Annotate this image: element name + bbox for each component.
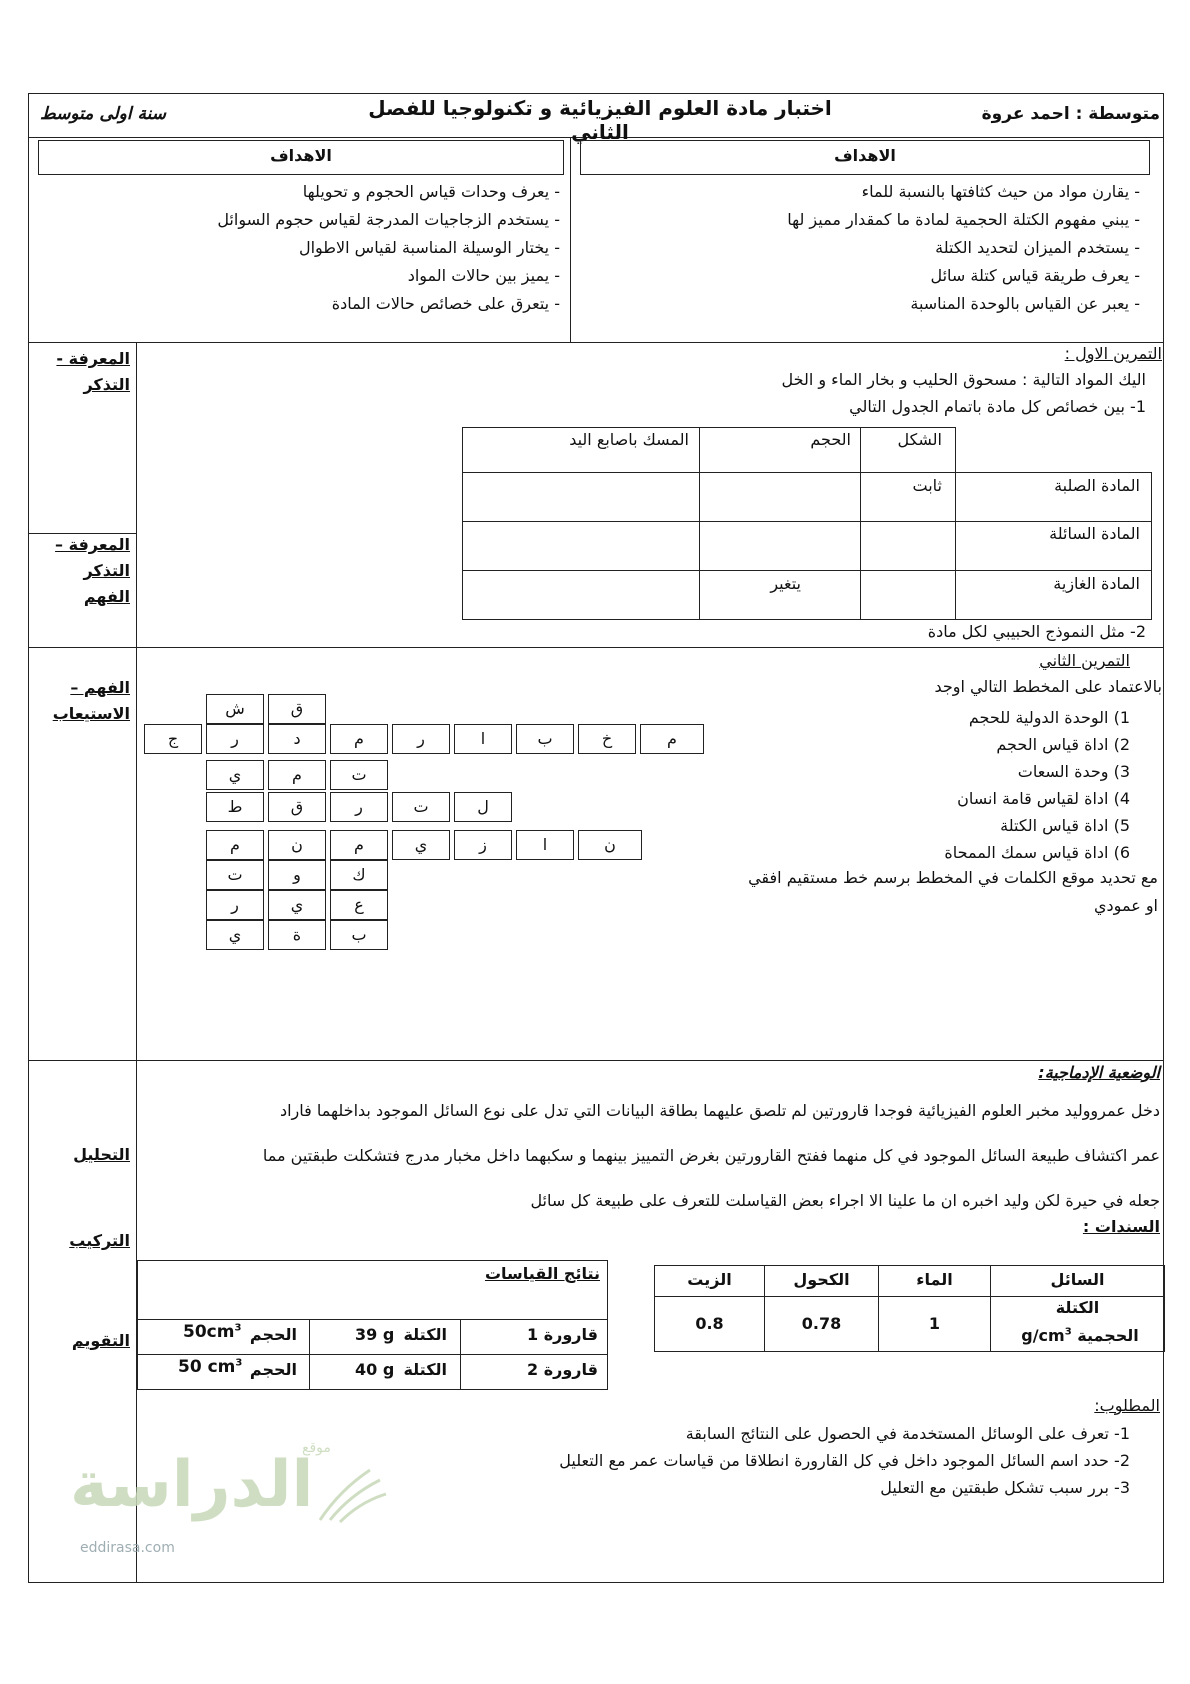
objective-item: - يبني مفهوم الكتلة الحجمية لمادة ما كمقدار مميز لها [787,210,1140,229]
crossword-cell: ت [330,760,388,790]
exercise2-intro: بالاعتماد على المخطط التالي اوجد [934,677,1162,696]
props-header-touch-text: المسك باصابع اليد [569,430,689,449]
watermark-site: eddirasa.com [80,1540,175,1556]
side-label-evaluation: التقويم [71,1331,130,1350]
crossword-cell: م [206,830,264,860]
crossword-cell: د [268,724,326,754]
crossword-cell: ش [206,694,264,724]
exercise2-item: 6) اداة قياس سمك الممحاة [944,843,1130,862]
crossword-cell: ب [516,724,574,754]
density-header-alcohol-text: الكحول [793,1270,850,1289]
objectives-mid-divider [570,137,571,342]
book-leaf-icon [310,1460,390,1530]
crossword-cell: و [268,860,326,890]
ex2-bottom-divider [28,1060,1164,1061]
frame-right [1163,93,1164,1583]
row-label-liquid: المادة السائلة [1049,524,1140,543]
props-row-gas-touch [462,570,700,620]
crossword-cell: م [330,830,388,860]
watermark-small: موقع [302,1440,331,1456]
ex1-bottom-divider [28,647,1164,648]
supports-title: السندات : [1082,1217,1160,1236]
exercise1-intro: اليك المواد التالية : مسحوق الحليب و بخار الماء و الخل [781,370,1146,389]
bottle2-label: قارورة 2 [526,1360,598,1379]
situation-paragraph [145,1088,1160,1223]
side-label-synthesis: التركيب [69,1231,130,1250]
situation-line: جعله في حيرة لكن وليد اخبره ان ما علينا الا اجراء بعض القياسلت للتعرف على طبيعة كل سائل [530,1191,1160,1210]
crossword-cell: ر [206,890,264,920]
vol1-value: $50cm^3$ [183,1322,242,1342]
watermark-logo [70,1440,410,1570]
props-header-shape-text: الشكل [897,430,942,449]
exercise2-item: 4) اداة لقياس قامة انسان [957,789,1130,808]
crossword-cell: ت [206,860,264,890]
frame-top [28,93,1164,94]
props-row-liquid-volume [699,521,861,571]
crossword-cell: ا [516,830,574,860]
exercise2-item: 3) وحدة السعات [1017,762,1130,781]
level-label: سنة اولى متوسط [40,104,167,124]
objective-item: - يستخدم الميزان لتحديد الكتلة [935,238,1140,257]
objective-item: - يعرف وحدات قياس الحجوم و تحويلها [302,182,560,201]
props-row-gas-shape [860,570,956,620]
density-header-liquid-text: السائل [1050,1270,1105,1289]
crossword-cell: ت [392,792,450,822]
objectives-left-title: الاهداف [270,146,332,165]
exercise1-question2: 2- مثل النموذج الحبيبي لكل مادة [927,622,1146,641]
props-row-liquid-shape [860,521,956,571]
crossword-cell: ا [454,724,512,754]
side-label-knowledge-1: المعرفة - التذكر [56,349,130,394]
exercise2-note-2: او عمودي [1094,896,1158,915]
measure-title: نتائج القياسات [484,1264,600,1283]
crossword-cell: ة [268,920,326,950]
crossword-cell: ط [206,792,264,822]
crossword-cell: ق [268,694,326,724]
crossword-cell: ر [330,792,388,822]
crossword-cell: م [268,760,326,790]
side-label-understanding: الفهم – الاستيعاب [52,678,130,723]
vol2-value: 50 $cm^3$ [178,1357,243,1377]
vol2-label: الحجم [249,1360,297,1379]
crossword-cell: ج [144,724,202,754]
mass2-value: 40 g [355,1360,395,1379]
exercise2-item: 2) اداة قياس الحجم [996,735,1130,754]
density-water-value: 1 [928,1314,941,1333]
exercise2-item: 5) اداة قياس الكتلة [1000,816,1130,835]
school-name: متوسطة : احمد عروة [981,104,1160,124]
density-unit: $g/cm^3$ [1021,1326,1072,1345]
density-row-label-1: الكتلة [1055,1298,1100,1317]
watermark-big: الدراسة [70,1448,314,1522]
exercise1-question1: 1- بين خصائص كل مادة باتمام الجدول التالي [849,397,1146,416]
side-label-analysis: التحليل [73,1145,130,1164]
crossword-cell: ي [392,830,450,860]
density-header-oil-text: الزيت [687,1270,732,1289]
exercise2-items [710,704,1130,866]
crossword-cell: ق [268,792,326,822]
page-title: اختبار مادة العلوم الفيزيائية و تكنولوجيا للفصل الثاني [368,96,832,144]
mass1-value: 39 g [355,1325,395,1344]
crossword-cell: ع [330,890,388,920]
exercise2-title: التمرين الثاني [1039,651,1130,670]
required-item: 3- برر سبب تشكل طبقتين مع التعليل [880,1478,1130,1497]
frame-bottom [28,1582,1164,1583]
crossword-cell: ر [206,724,264,754]
props-row-liquid-touch [462,521,700,571]
crossword-cell: ز [454,830,512,860]
density-row-label-2-wrap [1000,1326,1160,1345]
crossword-cell: ب [330,920,388,950]
situation-title: الوضعية الإدماجية: [1038,1063,1160,1082]
required-item: 1- تعرف على الوسائل المستخدمة في الحصول على النتائج السابقة [685,1424,1130,1443]
crossword-cell: ن [578,830,642,860]
objective-item: - يستخدم الزجاجيات المدرجة لقياس حجوم السوائل [217,210,560,229]
props-row-solid-touch [462,472,700,522]
cell-gas-volume: يتغير [770,574,801,593]
objective-item: - يختار الوسيلة المناسبة لقياس الاطوال [298,238,560,257]
crossword-cell: م [640,724,704,754]
density-oil-value: 0.8 [695,1314,724,1333]
objective-item: - يعرف طريقة قياس كتلة سائل [930,266,1140,285]
frame-left [28,93,29,1583]
objectives-right-list [640,178,1140,318]
crossword-cell: ي [206,760,264,790]
mass1-label: الكتلة [403,1325,447,1344]
objectives-left-list [60,178,560,318]
crossword-cell: ل [454,792,512,822]
crossword-cell: ر [392,724,450,754]
crossword-cell: ي [206,920,264,950]
cell-solid-shape: ثابت [912,476,942,495]
crossword-cell: ن [268,830,326,860]
objective-item: - يعبر عن القياس بالوحدة المناسبة [910,294,1140,313]
objectives-right-title: الاهداف [834,146,896,165]
row-label-gas: المادة الغازية [1053,574,1140,593]
exercise2-item: 1) الوحدة الدولية للحجم [968,708,1130,727]
exercise2-note-1: مع تحديد موقع الكلمات في المخطط برسم خط مستقيم افقي [748,868,1158,887]
mass2-label: الكتلة [403,1360,447,1379]
density-alcohol-value: 0.78 [801,1314,842,1333]
props-header-volume-text: الحجم [810,430,851,449]
crossword-cell: ك [330,860,388,890]
objectives-bottom-divider [28,342,1164,343]
side-column-divider [136,342,137,1582]
exercise1-title: التمرين الاول : [1064,344,1162,363]
density-row-label-2: الحجمية [1077,1326,1139,1345]
props-row-solid-volume [699,472,861,522]
row-label-solid: المادة الصلبة [1054,476,1140,495]
crossword-cell: م [330,724,388,754]
required-item: 2- حدد اسم السائل الموجود داخل في كل القارورة انطلاقا من قياسات عمر مع التعليل [559,1451,1130,1470]
crossword-cell: خ [578,724,636,754]
required-list [330,1420,1130,1501]
crossword-cell: ي [268,890,326,920]
required-title: المطلوب: [1094,1396,1160,1415]
vol1-label: الحجم [249,1325,297,1344]
side-label-knowledge-2: المعرفة – التذكر الفهم [55,535,130,606]
bottle1-label: قارورة 1 [526,1325,598,1344]
situation-line: دخل عمرووليد مخبر العلوم الفيزيائية فوجدا قارورتين لم تلصق عليهما بطاقة البيانات التي تدل على نوع السائل الموجود بداخلهما فاراد [279,1101,1160,1120]
situation-line: عمر اكتشاف طبيعة السائل الموجود في كل منهما ففتح القارورتين بغرض التمييز بينهما و سكبهما داخل مخبار مدرج فتشكلت طبقتين مما [262,1146,1160,1165]
objective-item: - يتعرق على خصائص حالات المادة [331,294,560,313]
objective-item: - يميز بين حالات المواد [407,266,560,285]
objective-item: - يقارن مواد من حيث كثافتها بالنسبة للماء [861,182,1140,201]
density-header-water-text: الماء [916,1270,953,1289]
